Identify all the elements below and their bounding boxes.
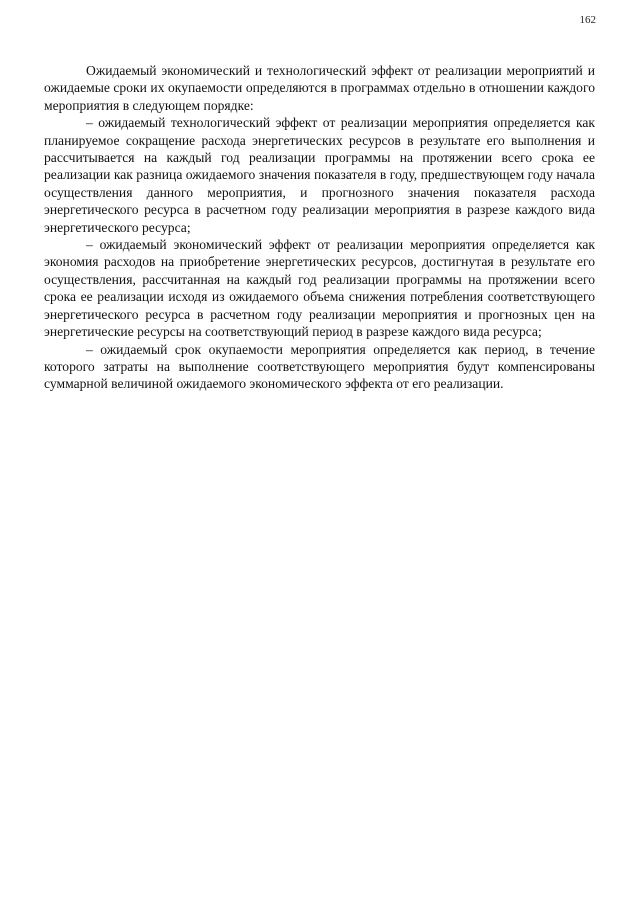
paragraph-intro: Ожидаемый экономический и технологический эффект от реализации мероприятий и ожидаемые сроки их окупаемости определяются в программах отдельно в отношении каждого мероприятия в следующем порядке:	[44, 63, 595, 113]
page-number: 162	[579, 14, 596, 26]
body-text	[44, 62, 595, 393]
paragraph-technological-effect: – ожидаемый технологический эффект от реализации мероприятия определяется как планируемое сокращение расхода энергетических ресурсов в результате его выполнения и рассчитывается на каждый год реализации программы на протяжении всего срока ее реализации как разница ожидаемого значения показателя в году, предшествующем году начала осуществления данного мероприятия, и прогнозного значения показателя расхода энергетического ресурса в расчетном году реализации мероприятия в разрезе каждого вида энергетического ресурса;	[44, 115, 595, 235]
paragraph-payback-period: – ожидаемый срок окупаемости мероприятия определяется как период, в течение которого затраты на выполнение соответствующего мероприятия будут компенсированы суммарной величиной ожидаемого экономического эффекта от его реализации.	[44, 341, 595, 392]
paragraph-economic-effect: – ожидаемый экономический эффект от реализации мероприятия определяется как экономия расходов на приобретение энергетических ресурсов, достигнутая в результате его осуществления, рассчитанная на каждый год реализации программы на протяжении всего срока ее реализации исходя из ожидаемого объема снижения потребления соответствующего энергетического ресурса в расчетном году реализации мероприятия и прогнозных цен на энергетические ресурсы на соответствующий период в разрезе каждого вида ресурса;	[44, 237, 595, 340]
